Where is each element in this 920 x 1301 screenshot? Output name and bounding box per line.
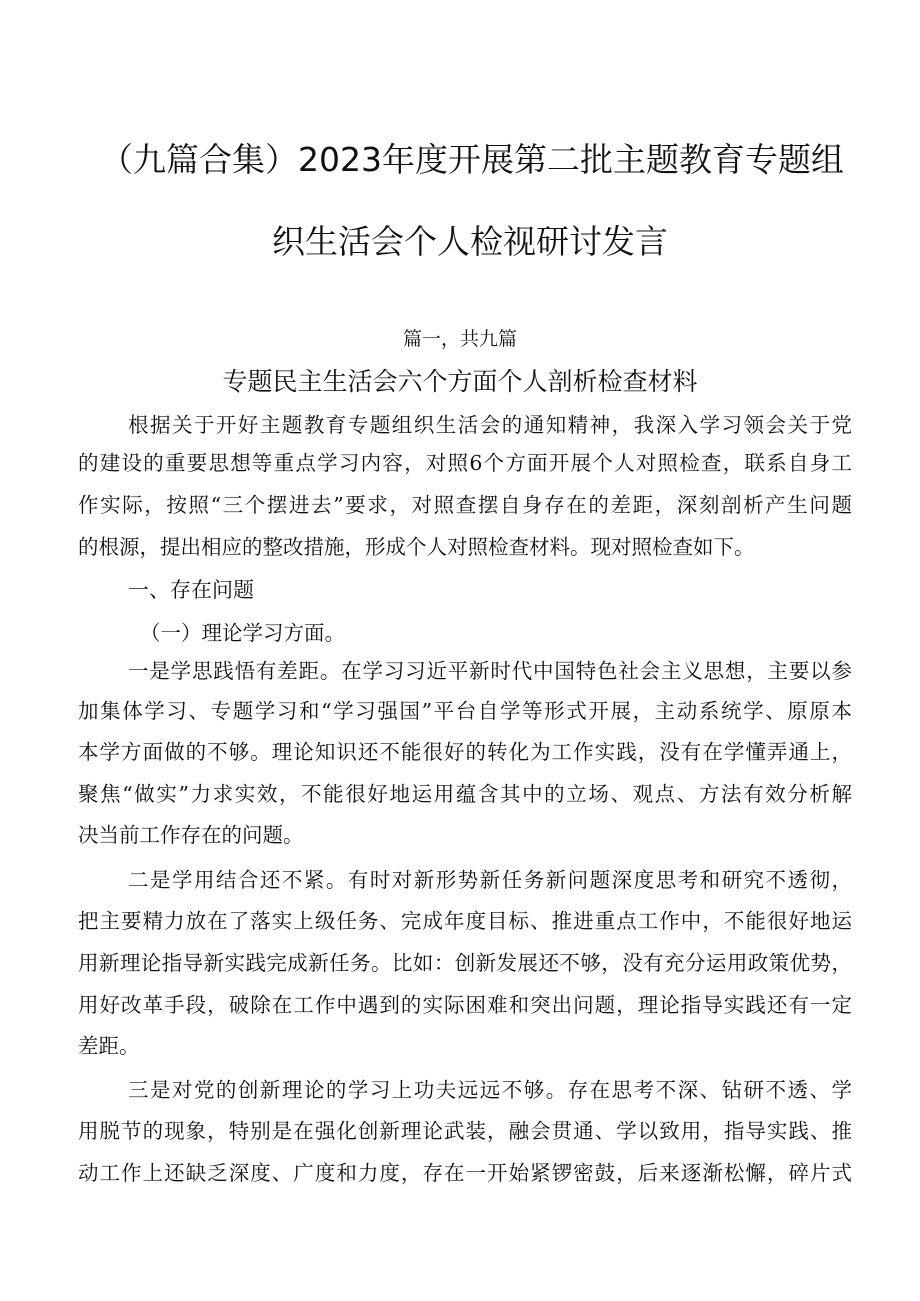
part-label: 篇一，共九篇 (402, 328, 517, 350)
document-title-line-2: 织生活会个人检视研讨发言 (272, 222, 668, 261)
paragraph-2-line: 二是学用结合还不紧。有时对新形势新任务新问题深度思考和研究不透彻， (128, 868, 852, 892)
paragraph-2-line: 差距。 (78, 1034, 140, 1058)
section-title: 专题民主生活会六个方面个人剖析检查材料 (222, 367, 698, 396)
paragraph-1-line: 本学方面做的不够。理论知识还不能很好的转化为工作实践，没有在学懂弄通上， (78, 740, 852, 764)
document-title-line-1: （九篇合集）2023年度开展第二批主题教育专题组 (100, 140, 844, 179)
paragraph-3-line: 用脱节的现象，特别是在强化创新理论武装，融会贯通、学以致用，指导实践、推 (78, 1119, 852, 1143)
intro-line: 的根源，提出相应的整改措施，形成个人对照检查材料。现对照检查如下。 (78, 535, 755, 559)
intro-line: 根据关于开好主题教育专题组织生活会的通知精神，我深入学习领会关于党 (128, 413, 852, 437)
intro-line: 的建设的重要思想等重点学习内容，对照6个方面开展个人对照检查，联系自身工 (78, 451, 852, 475)
paragraph-3-line: 三是对党的创新理论的学习上功夫远远不够。存在思考不深、钻研不透、学 (128, 1078, 852, 1102)
paragraph-2-line: 用好改革手段，破除在工作中遇到的实际困难和突出问题，理论指导实践还有一定 (78, 993, 852, 1017)
heading-existing-problems: 一、存在问题 (128, 578, 254, 602)
heading-theory-study: （一）理论学习方面。 (140, 621, 345, 645)
paragraph-1-line: 一是学思践悟有差距。在学习习近平新时代中国特色社会主义思想，主要以参 (128, 659, 852, 683)
paragraph-1-line: 聚焦“做实”力求实效，不能很好地运用蕴含其中的立场、观点、方法有效分析解 (78, 782, 852, 806)
paragraph-3-line: 动工作上还缺乏深度、广度和力度，存在一开始紧锣密鼓，后来逐渐松懈，碎片式 (78, 1161, 852, 1185)
paragraph-2-line: 把主要精力放在了落实上级任务、完成年度目标、推进重点工作中，不能很好地运 (78, 909, 852, 933)
paragraph-1-line: 决当前工作存在的问题。 (78, 823, 304, 847)
paragraph-2-line: 用新理论指导新实践完成新任务。比如：创新发展还不够，没有充分运用政策优势， (78, 951, 852, 975)
paragraph-1-line: 加集体学习、专题学习和“学习强国”平台自学等形式开展，主动系统学、原原本 (78, 699, 852, 723)
intro-line: 作实际，按照“三个摆进去”要求，对照查摆自身存在的差距，深刻剖析产生问题 (78, 493, 852, 517)
